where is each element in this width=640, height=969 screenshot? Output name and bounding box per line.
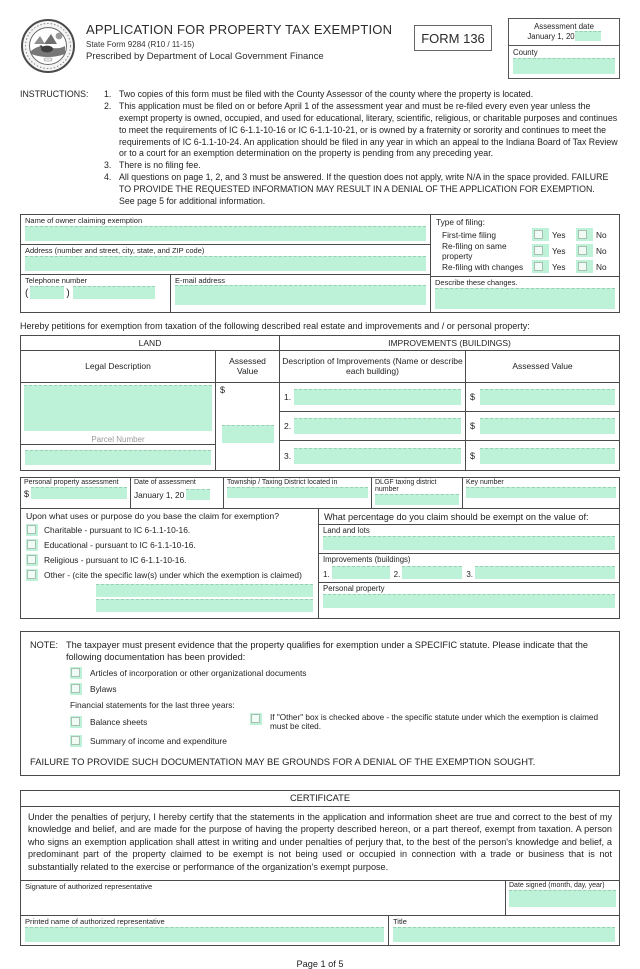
first-time-filing-no-checkbox[interactable] xyxy=(576,228,593,241)
row-number: 3. xyxy=(284,450,292,461)
key-number-label: Key number xyxy=(466,479,504,486)
instruction-text: There is no filing fee. xyxy=(119,160,201,171)
use-option-religious xyxy=(26,554,313,566)
improvement-2-value-field[interactable] xyxy=(480,418,615,434)
other-law-citation-field-1[interactable] xyxy=(96,584,313,597)
filing-option-label: First-time filing xyxy=(442,229,496,240)
no-label: No xyxy=(596,229,607,240)
type-of-filing-column xyxy=(431,215,619,312)
instructions-list xyxy=(104,89,620,208)
instructions-footnote: See page 5 for additional information. xyxy=(119,195,266,206)
improvement-value-1 xyxy=(465,383,619,412)
instruction-number: 3. xyxy=(104,160,112,171)
other-statute-checkbox[interactable] xyxy=(250,713,262,725)
assessment-date-label: Assessment date xyxy=(534,22,594,31)
articles-checkbox[interactable] xyxy=(70,667,82,679)
religious-checkbox[interactable] xyxy=(26,554,38,566)
telephone-number-field[interactable] xyxy=(73,286,155,299)
page-number: Page 1 of 5 xyxy=(296,958,344,969)
number-label: 3. xyxy=(466,570,474,579)
certificate-title: CERTIFICATE xyxy=(21,791,619,807)
other-law-citation-area xyxy=(96,584,313,612)
refiling-with-changes-no-checkbox[interactable] xyxy=(576,260,593,273)
telephone-line xyxy=(25,286,166,299)
charitable-checkbox[interactable] xyxy=(26,524,38,536)
percentage-land-row xyxy=(319,525,619,554)
improvement-1-value-field[interactable] xyxy=(480,389,615,405)
improvements-assessed-value-header: Assessed Value xyxy=(465,351,619,383)
other-statute-text: If "Other" box is checked above - the specific statute under which the exemption is claimed must be cited. xyxy=(270,713,599,732)
certificate-body: Under the penalties of perjury, I hereby certify that the statements in the application and information sheet are true and correct to the best of my knowledge and belief, and are made for the purpose of having the property described hereon, or a part thereof, exempt from taxation. A person who signs an exemption application shall attest in writing and under penalties of perjury that, to the best of the person's knowledge and belief, a predominant part of the property claimed to be exempt is not being used or occupied in connection with a trade or business that is not substantially related to the exercise or performance of the organization's exempt purpose. xyxy=(28,811,612,873)
parcel-number-label: Parcel Number xyxy=(91,435,145,444)
address-row xyxy=(21,245,430,275)
assessment-date-prefix: January 1, 20 xyxy=(527,32,575,41)
filing-row-same-property xyxy=(436,240,614,261)
balance-sheets-option xyxy=(70,713,250,731)
prescribed-by-line: Prescribed by Department of Local Government Finance xyxy=(86,51,324,62)
percentage-section xyxy=(319,509,619,618)
title-field[interactable] xyxy=(393,927,615,942)
land-and-lots-label: Land and lots xyxy=(323,526,370,535)
filing-row-with-changes xyxy=(436,259,614,275)
phone-email-row xyxy=(21,275,430,312)
first-time-filing-yes-checkbox[interactable] xyxy=(532,228,549,241)
certificate-box xyxy=(20,790,620,946)
improvement-value-2 xyxy=(465,412,619,441)
instruction-number: 2. xyxy=(104,100,112,111)
improvements-description-header: Description of Improvements (Name or describe each building) xyxy=(279,351,465,383)
row-number: 2. xyxy=(284,421,292,431)
dollar-sign: $ xyxy=(470,450,476,461)
legal-description-header: Legal Description xyxy=(21,351,215,383)
uses-and-percentage-row xyxy=(21,509,619,618)
note-prefix: NOTE: xyxy=(30,640,59,650)
property-table xyxy=(20,335,620,471)
township-label: Township / Taxing District located in xyxy=(227,479,338,486)
title-cell xyxy=(389,916,619,945)
use-option-label: Religious - pursuant to IC 6-1.1-10-16. xyxy=(44,555,187,565)
improvement-2-description-field[interactable] xyxy=(294,418,461,434)
refiling-same-property-no-checkbox[interactable] xyxy=(576,244,593,257)
paren-open: ( xyxy=(25,287,29,299)
uses-section xyxy=(21,509,319,618)
improvement-3-value-field[interactable] xyxy=(480,448,615,464)
doc-option-label: Bylaws xyxy=(90,683,117,694)
telephone-area-code-field[interactable] xyxy=(30,286,64,299)
printed-name-field[interactable] xyxy=(25,927,384,942)
refiling-with-changes-yes-checkbox[interactable] xyxy=(532,260,549,273)
paren-close: ) xyxy=(66,287,70,299)
instruction-text: All questions on page 1, 2, and 3 must be answered. If the question does not apply, write N/A in the space provided. FAILURE TO PROVIDE THE REQUESTED INFORMATION MAY RESULT IN A DENIAL OF THE APPLICATION FOR EXEMPTION. xyxy=(119,172,609,194)
date-prefix: January 1, 20 xyxy=(134,490,185,500)
row-number: 1. xyxy=(284,392,292,402)
township-cell xyxy=(223,478,371,508)
use-option-label: Educational - pursuant to IC 6-1.1-10-16. xyxy=(44,540,196,550)
summary-checkbox[interactable] xyxy=(70,735,82,747)
number-label: 2. xyxy=(393,570,401,579)
petition-line: Hereby petitions for exemption from taxation of the following described real estate and improvements and / or personal property: xyxy=(20,320,530,331)
note-text: The taxpayer must present evidence that the property qualifies for exemption under a SPECIFIC statute. Please indicate that the following documentation has been provided: xyxy=(66,640,588,663)
other-statute-note xyxy=(250,713,610,731)
personal-property-assessment-label: Personal property assessment xyxy=(24,479,119,486)
signature-row xyxy=(21,880,619,915)
instruction-number: 4. xyxy=(104,172,112,183)
owner-name-label: Name of owner claiming exemption xyxy=(25,215,143,225)
refiling-same-property-yes-checkbox[interactable] xyxy=(532,244,549,257)
balance-sheets-checkbox[interactable] xyxy=(70,716,82,728)
doc-option-articles xyxy=(70,667,610,679)
percentage-improvements-row xyxy=(319,554,619,583)
parcel-number-field[interactable] xyxy=(25,450,211,465)
legal-description-area xyxy=(21,383,215,444)
filing-option-label: Re-filing with changes xyxy=(442,261,524,272)
printed-name-cell xyxy=(21,916,389,945)
date-of-assessment-cell xyxy=(130,478,223,508)
failure-warning: FAILURE TO PROVIDE SUCH DOCUMENTATION MAY BE GROUNDS FOR A DENIAL OF THE EXEMPTION SOUGHT. xyxy=(30,755,536,767)
personal-property-line xyxy=(24,486,127,499)
use-option-other xyxy=(26,569,313,581)
land-header: LAND xyxy=(21,336,279,351)
signature-cell xyxy=(21,881,505,915)
use-option-charitable xyxy=(26,524,313,536)
describe-changes-section xyxy=(431,276,619,312)
other-law-citation-field-2[interactable] xyxy=(96,599,313,612)
filing-option-label: Re-filing on same property xyxy=(442,240,507,261)
parcel-number-area xyxy=(21,444,215,470)
improvement-2-percentage-field[interactable] xyxy=(402,566,462,579)
balance-sheets-label: Balance sheets xyxy=(90,717,148,728)
date-signed-field[interactable] xyxy=(509,890,616,907)
instruction-number: 1. xyxy=(104,89,112,99)
balance-sheets-row xyxy=(70,713,610,731)
key-number-cell xyxy=(462,478,619,508)
improvement-3-percentage-field[interactable] xyxy=(475,566,615,579)
dollar-sign: $ xyxy=(24,489,30,499)
improvement-1-percentage-field[interactable] xyxy=(332,566,390,579)
use-option-educational xyxy=(26,539,313,551)
form-number-badge: FORM 136 xyxy=(414,25,492,51)
dollar-sign: $ xyxy=(470,392,476,402)
use-option-label: Other - (cite the specific law(s) under which the exemption is claimed) xyxy=(44,570,302,580)
personal-property-assessment-field[interactable] xyxy=(31,487,127,499)
improvement-row-2 xyxy=(279,412,465,441)
improvement-1-description-field[interactable] xyxy=(294,389,461,405)
note-box xyxy=(20,631,620,776)
legal-description-cell xyxy=(21,383,215,470)
instruction-text: Two copies of this form must be filed with the County Assessor of the county where the property is located. xyxy=(119,89,534,99)
use-option-label: Charitable - pursuant to IC 6-1.1-10-16. xyxy=(44,525,191,535)
financial-statements-label: Financial statements for the last three years: xyxy=(70,699,235,710)
summary-label: Summary of income and expenditure xyxy=(90,735,227,746)
dollar-sign: $ xyxy=(220,385,226,395)
dlgf-number-field[interactable] xyxy=(375,494,459,505)
doc-option-label: Articles of incorporation or other organizational documents xyxy=(90,668,307,679)
improvement-3-description-field[interactable] xyxy=(294,448,461,464)
yes-label: Yes xyxy=(552,229,566,240)
land-percentage-field[interactable] xyxy=(323,536,615,550)
improvements-buildings-label: Improvements (buildings) xyxy=(323,555,411,564)
owner-name-field[interactable] xyxy=(25,226,426,241)
land-assessed-value-field[interactable] xyxy=(222,425,274,443)
bylaws-checkbox[interactable] xyxy=(70,683,82,695)
assessment-section xyxy=(20,477,620,619)
date-of-assessment-label: Date of assessment xyxy=(134,479,196,486)
instruction-item xyxy=(104,160,620,172)
printed-name-label: Printed name of authorized representative xyxy=(25,916,165,926)
instruction-text: This application must be filed on or before April 1 of the assessment year and must be re-filed every even year unless the exempt property is owned, occupied, and used for educational, literary, scientific, religious, or charitable purposes and continues to meet the requirements of IC 6-1.1-10-16 or IC 6-1.1-10-21, or is owned by a fraternity or sorority and continues to meet the requirements of IC 6-1.1-10-24. An application should be filed in any year in which an appeal to the Indiana Board of Tax Review or to a court for an exemption determination on the property is pending from any preceding year. xyxy=(119,100,618,159)
assessment-date-line xyxy=(513,31,615,41)
county-label: County xyxy=(513,48,538,57)
personal-property-assessment-cell xyxy=(21,478,130,508)
improvement-row-1 xyxy=(279,383,465,412)
uses-question: Upon what uses or purpose do you base the claim for exemption? xyxy=(26,511,280,521)
county-section xyxy=(509,46,619,78)
other-checkbox[interactable] xyxy=(26,569,38,581)
header xyxy=(20,18,620,82)
improvements-header: IMPROVEMENTS (BUILDINGS) xyxy=(279,336,619,351)
state-form-number: State Form 9284 (R10 / 11-15) xyxy=(86,40,195,49)
personal-property-label: Personal property xyxy=(323,584,385,593)
number-label: 1. xyxy=(323,570,330,579)
instruction-item xyxy=(104,101,620,160)
type-of-filing-title: Type of filing: xyxy=(436,216,485,227)
assessment-date-section xyxy=(509,19,619,46)
instructions xyxy=(20,89,620,208)
address-label: Address (number and street, city, state, and ZIP code) xyxy=(25,245,205,255)
legal-description-field[interactable] xyxy=(24,385,212,431)
no-label: No xyxy=(596,245,607,256)
instruction-item xyxy=(104,172,620,196)
percentage-personal-row xyxy=(319,583,619,618)
printed-name-title-row xyxy=(21,915,619,945)
assessment-year-field[interactable] xyxy=(575,31,601,41)
date-signed-label: Date signed (month, day, year) xyxy=(509,881,605,889)
owner-name-row xyxy=(21,215,430,245)
land-assessed-value-cell xyxy=(215,383,279,470)
land-assessed-value-header: Assessed Value xyxy=(215,351,279,383)
township-field[interactable] xyxy=(227,487,368,498)
dlgf-cell xyxy=(371,478,462,508)
key-number-field[interactable] xyxy=(466,487,616,498)
date-of-assessment-line xyxy=(134,488,220,500)
assessment-year-suffix-field[interactable] xyxy=(186,489,210,500)
assessment-detail-row xyxy=(21,478,619,509)
improvements-percentage-line xyxy=(323,566,615,579)
telephone-label: Telephone number xyxy=(25,275,88,285)
describe-changes-label: Describe these changes. xyxy=(435,277,518,287)
header-text-block xyxy=(86,18,414,62)
county-field[interactable] xyxy=(513,58,615,74)
no-label: No xyxy=(596,261,607,272)
address-field[interactable] xyxy=(25,256,426,271)
assessment-date-box xyxy=(508,18,620,79)
owner-info-box xyxy=(20,214,620,313)
yes-label: Yes xyxy=(552,261,566,272)
page-title: APPLICATION FOR PROPERTY TAX EXEMPTION xyxy=(86,22,393,37)
email-label: E-mail address xyxy=(175,275,226,285)
telephone-cell xyxy=(21,275,171,312)
dollar-sign: $ xyxy=(470,421,476,431)
note-intro xyxy=(30,639,610,664)
describe-changes-field[interactable] xyxy=(435,288,615,309)
percentage-title: What percentage do you claim should be exempt on the value of: xyxy=(319,509,619,525)
email-cell xyxy=(171,275,430,312)
improvement-value-3 xyxy=(465,441,619,470)
improvement-row-3 xyxy=(279,441,465,470)
yes-label: Yes xyxy=(552,245,566,256)
type-of-filing-section xyxy=(431,215,619,276)
instructions-label: INSTRUCTIONS: xyxy=(20,89,89,99)
educational-checkbox[interactable] xyxy=(26,539,38,551)
owner-left-column xyxy=(21,215,431,312)
email-field[interactable] xyxy=(175,285,426,305)
summary-row xyxy=(70,735,610,747)
signature-label: Signature of authorized representative xyxy=(25,881,153,891)
doc-option-bylaws xyxy=(70,683,610,695)
indiana-state-seal-icon xyxy=(20,18,76,74)
title-label: Title xyxy=(393,916,407,926)
personal-property-percentage-field[interactable] xyxy=(323,594,615,608)
dlgf-label: DLGF taxing district number xyxy=(375,479,437,493)
date-signed-cell xyxy=(505,881,619,915)
instruction-item xyxy=(104,89,620,101)
